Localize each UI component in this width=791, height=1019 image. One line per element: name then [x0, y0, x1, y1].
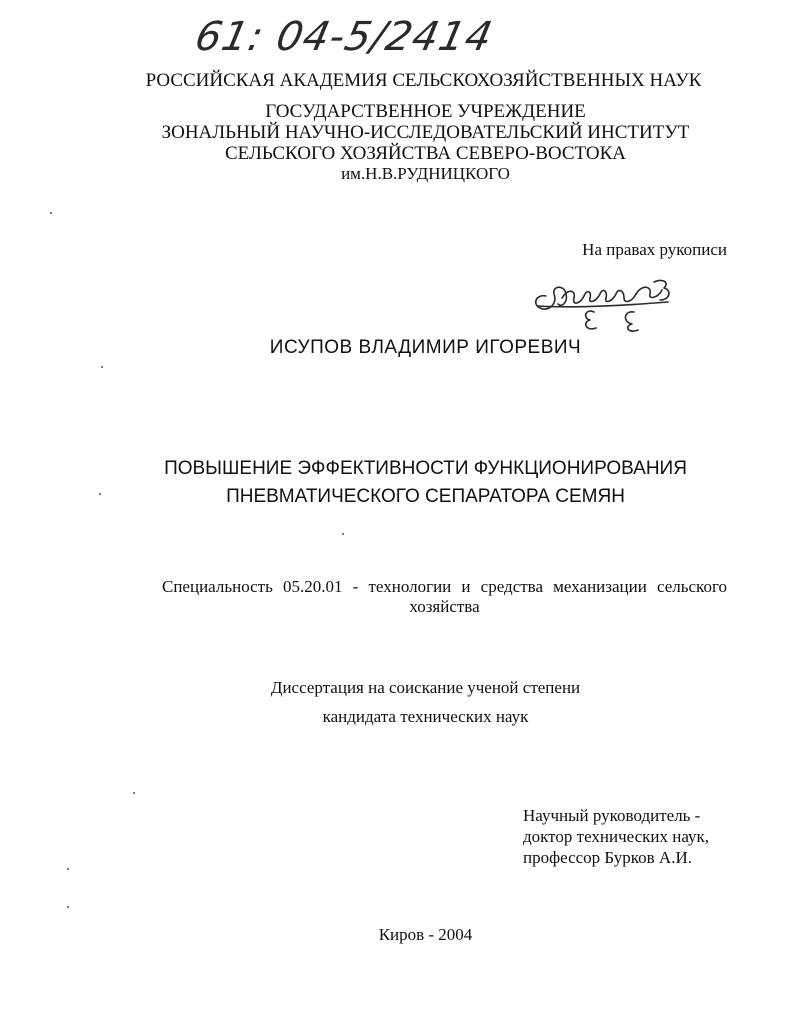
- manuscript-rights-note: На правах рукописи: [582, 240, 727, 259]
- dissertation-title-line-2: ПНЕВМАТИЧЕСКОГО СЕПАРАТОРА СЕМЯН: [226, 486, 625, 507]
- institution-line-1: ГОСУДАРСТВЕННОЕ УЧРЕЖДЕНИЕ: [265, 101, 586, 122]
- institution-line-2: ЗОНАЛЬНЫЙ НАУЧНО-ИССЛЕДОВАТЕЛЬСКИЙ ИНСТИТУТ: [161, 122, 690, 143]
- scan-speck: [101, 366, 103, 368]
- specialty-block: [162, 577, 727, 617]
- scan-speck: [133, 792, 135, 794]
- institution-line-4: им.Н.В.РУДНИЦКОГО: [341, 164, 510, 183]
- author-name: ИСУПОВ ВЛАДИМИР ИГОРЕВИЧ: [269, 337, 582, 358]
- scan-speck: [99, 493, 101, 495]
- city-year: Киров - 2004: [378, 925, 473, 944]
- supervisor-line-1: Научный руководитель -: [523, 806, 701, 825]
- author-signature: [528, 268, 678, 338]
- specialty-line-2: хозяйства: [409, 597, 480, 616]
- dissertation-degree-line-1: Диссертация на соискание ученой степени: [270, 678, 581, 697]
- handwritten-registration-number: 61: 04-5/2414: [191, 14, 498, 60]
- institution-line-3: СЕЛЬСКОГО ХОЗЯЙСТВА СЕВЕРО-ВОСТОКА: [225, 143, 626, 164]
- scan-speck: [67, 906, 69, 908]
- dissertation-degree-line-2: кандидата технических наук: [322, 707, 529, 726]
- supervisor-line-3: профессор Бурков А.И.: [523, 848, 692, 867]
- supervisor-line-2: доктор технических наук,: [523, 827, 710, 846]
- academy-name: РОССИЙСКАЯ АКАДЕМИЯ СЕЛЬСКОХОЗЯЙСТВЕННЫХ НАУК: [145, 70, 702, 91]
- scan-speck: [67, 868, 69, 870]
- specialty-line-1: Специальность 05.20.01 - технологии и средства механизации сельского: [162, 577, 727, 596]
- scan-speck: [342, 533, 344, 535]
- scan-speck: [50, 212, 52, 214]
- dissertation-title-line-1: ПОВЫШЕНИЕ ЭФФЕКТИВНОСТИ ФУНКЦИОНИРОВАНИЯ: [164, 458, 687, 479]
- supervisor-block: [523, 805, 709, 868]
